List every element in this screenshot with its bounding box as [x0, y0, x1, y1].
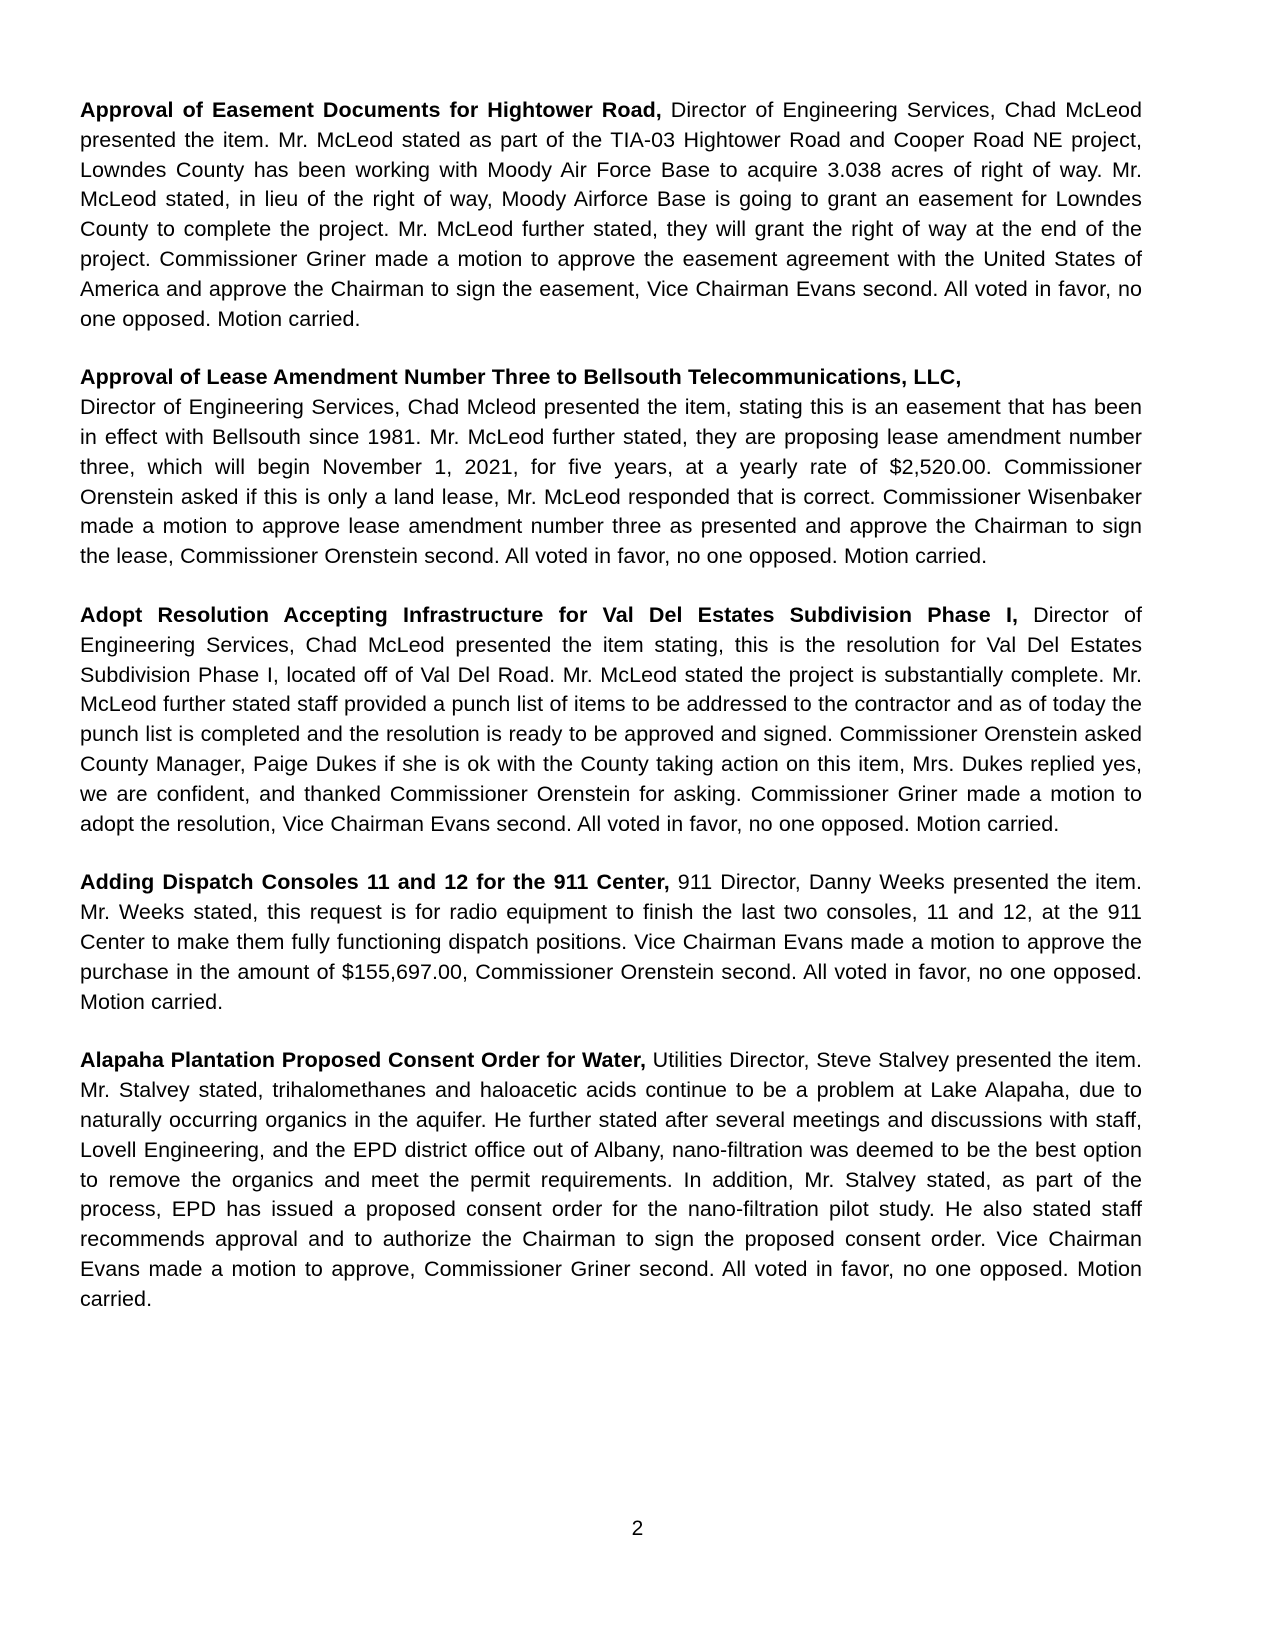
minute-item-body: Director of Engineering Services, Chad McLeod presented the item stating, this is the resolution for Val Del Estates Subdivision Phase I, located off of Val Del Road. Mr. McLeod stated the project is substantially complete. Mr. McLeod further stated staff provided a punch list of items to be addressed to the contractor and as of today the punch list is completed and the resolution is ready to be approved and signed. Commissioner Orenstein asked County Manager, Paige Dukes if she is ok with the County taking action on this item, Mrs. Dukes replied yes, we are confident, and thanked Commissioner Orenstein for asking. Commissioner Griner made a motion to adopt the resolution, Vice Chairman Evans second. All voted in favor, no one opposed. Motion carried.: [80, 602, 1142, 836]
page-number: 2: [631, 1517, 644, 1540]
minute-item-resolution-val-del-estates: [80, 601, 1142, 839]
minute-item-body: 911 Director, Danny Weeks presented the item. Mr. Weeks stated, this request is for radio equipment to finish the last two consoles, 11 and 12, at the 911 Center to make them fully functioning dispatch positions. Vice Chairman Evans made a motion to approve the purchase in the amount of $155,697.00, Commissioner Orenstein second. All voted in favor, no one opposed. Motion carried.: [80, 870, 1142, 1014]
minute-item-heading: Approval of Lease Amendment Number Three to Bellsouth Telecommunications, LLC,: [80, 365, 962, 390]
minute-item-body: Utilities Director, Steve Stalvey presented the item. Mr. Stalvey stated, trihalomethanes and haloacetic acids continue to be a problem at Lake Alapaha, due to naturally occurring organics in the aquifer. He further stated after several meetings and discussions with staff, Lovell Engineering, and the EPD district office out of Albany, nano-filtration was deemed to be the best option to remove the organics and meet the permit requirements. In addition, Mr. Stalvey stated, as part of the process, EPD has issued a proposed consent order for the nano-filtration pilot study. He also stated staff recommends approval and to authorize the Chairman to sign the proposed consent order. Vice Chairman Evans made a motion to approve, Commissioner Griner second. All voted in favor, no one opposed. Motion carried.: [80, 1048, 1142, 1311]
minute-item-body: Director of Engineering Services, Chad Mcleod presented the item, stating this is an easement that has been in effect with Bellsouth since 1981. Mr. McLeod further stated, they are proposing lease amendment number three, which will begin November 1, 2021, for five years, at a yearly rate of $2,520.00. Commissioner Orenstein asked if this is only a land lease, Mr. McLeod responded that is correct. Commissioner Wisenbaker made a motion to approve lease amendment number three as presented and approve the Chairman to sign the lease, Commissioner Orenstein second. All voted in favor, no one opposed. Motion carried.: [80, 395, 1142, 569]
minute-item-heading: Adopt Resolution Accepting Infrastructure for Val Del Estates Subdivision Phase I,: [80, 602, 1018, 627]
page-body: [80, 96, 1142, 1314]
minute-item-alapaha-consent-order-water: [80, 1046, 1142, 1314]
minute-item-dispatch-consoles-911: [80, 868, 1142, 1017]
minute-item-heading: Alapaha Plantation Proposed Consent Order for Water,: [80, 1048, 646, 1073]
minute-item-easement-hightower-road: [80, 96, 1142, 334]
minute-item-lease-amendment-bellsouth: [80, 363, 1142, 572]
minute-item-body: Director of Engineering Services, Chad McLeod presented the item. Mr. McLeod stated as part of the TIA-03 Hightower Road and Cooper Road NE project, Lowndes County has been working with Moody Air Force Base to acquire 3.038 acres of right of way. Mr. McLeod stated, in lieu of the right of way, Moody Airforce Base is going to grant an easement for Lowndes County to complete the project. Mr. McLeod further stated, they will grant the right of way at the end of the project. Commissioner Griner made a motion to approve the easement agreement with the United States of America and approve the Chairman to sign the easement, Vice Chairman Evans second. All voted in favor, no one opposed. Motion carried.: [80, 98, 1142, 331]
minute-item-heading: Adding Dispatch Consoles 11 and 12 for the 911 Center,: [80, 870, 670, 895]
minute-item-heading: Approval of Easement Documents for Hightower Road,: [80, 98, 662, 122]
